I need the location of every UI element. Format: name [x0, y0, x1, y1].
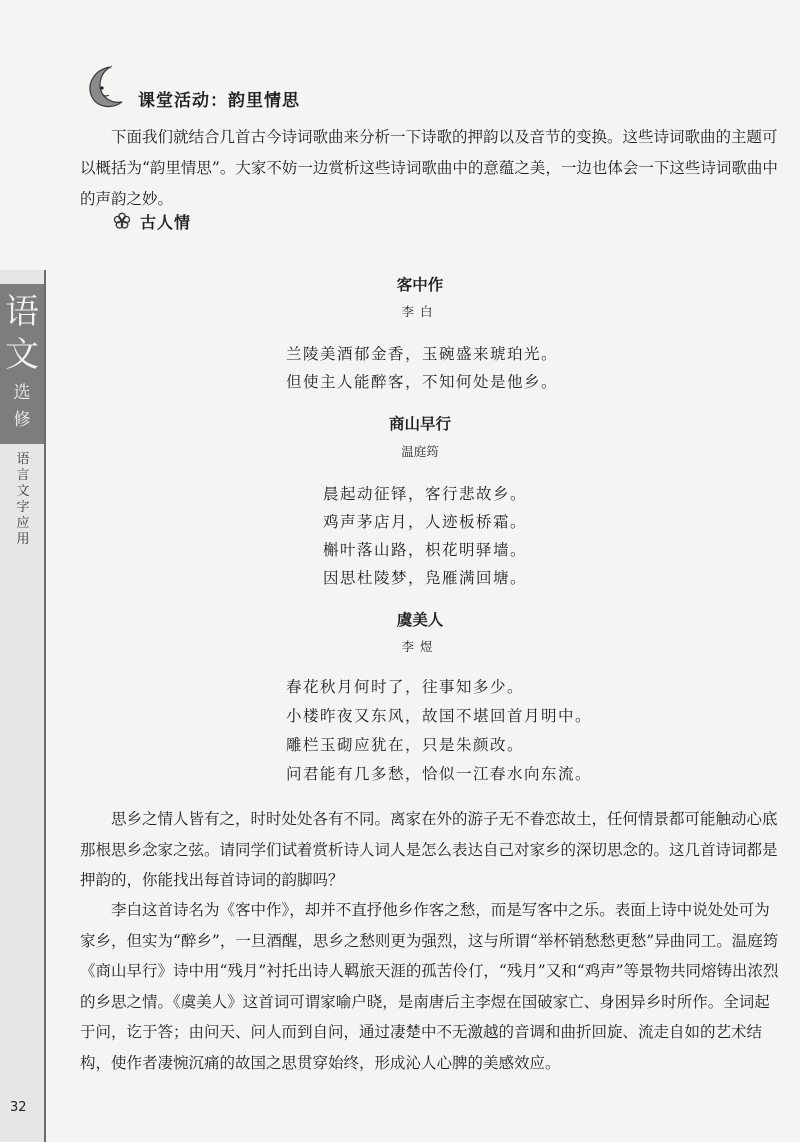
body-paragraph: 思乡之情人皆有之，时时处处各有不同。离家在外的游子无不眷恋故土，任何情景都可能触动心底那根思乡念家之弦。请同学们试着赏析诗人词人是怎么表达自己对家乡的深切思念的。这几首诗词都是押韵的，你能找出每首诗词的韵脚吗？	[80, 810, 778, 889]
sub-heading: 古人情	[140, 213, 192, 232]
poem-title: 虞美人	[396, 611, 444, 629]
poem-line: 因思杜陵梦，凫雁满回塘。	[323, 569, 528, 587]
poem-title: 客中作	[396, 276, 444, 294]
poem-line: 问君能有几多愁，恰似一江春水向东流。	[286, 765, 593, 783]
poem-title: 商山早行	[388, 415, 451, 433]
poem-line: 槲叶落山路，枳花明驿墙。	[323, 541, 528, 559]
poem-line: 雕栏玉砌应犹在，只是朱颜改。	[286, 736, 525, 754]
side-tab-char-xuan: 选	[13, 383, 31, 403]
side-vertical-subtitle: 语言文字应用	[16, 452, 30, 547]
page-number: 32	[10, 1100, 27, 1115]
flower-icon	[113, 212, 131, 230]
poem-line: 春花秋月何时了，往事知多少。	[286, 678, 525, 696]
poem-line: 兰陵美酒郁金香，玉碗盛来琥珀光。	[286, 345, 559, 363]
side-tab-char-yu: 语	[5, 292, 39, 332]
poem-line: 鸡声茅店月，人迹板桥霜。	[323, 513, 528, 531]
intro-paragraph: 下面我们就结合几首古今诗词歌曲来分析一下诗歌的押韵以及音节的变换。这些诗词歌曲的主题可以概括为“韵里情思”。大家不妨一边赏析这些诗词歌曲中的意蕴之美，一边也体会一下这些诗词歌曲中的声韵之妙。	[80, 128, 778, 208]
poem-line: 小楼昨夜又东风，故国不堪回首月明中。	[286, 707, 593, 725]
poem-author: 李煜	[401, 639, 439, 654]
side-margin-line	[44, 270, 46, 1142]
body-paragraph: 李白这首诗名为《客中作》，却并不直抒他乡作客之愁，而是写客中之乐。表面上诗中说处处可为家乡，但实为“醉乡”，一旦酒醒，思乡之愁则更为强烈，这与所谓“举杯销愁愁更愁”异曲同工。温庭筠《商山早行》诗中用“残月”衬托出诗人羁旅天涯的孤苦伶仃，“残月”又和“鸡声”等景物共同熔铸出浓烈的乡思之情。《虞美人》这首词可谓家喻户晓，是南唐后主李煜在国破家亡、身困异乡时所作。全词起于问，讫于答；由问天、问人而到自问，通过凄楚中不无激越的音调和曲折回旋、流走自如的艺术结构，使作者凄惋沉痛的故国之思贯穿始终，形成沁人心脾的美感效应。	[80, 901, 779, 1072]
section-title: 课堂活动：韵里情思	[138, 91, 300, 111]
poem-line: 但使主人能醉客，不知何处是他乡。	[286, 373, 559, 391]
poem-author: 李白	[401, 304, 439, 319]
side-tab-char-wen: 文	[5, 335, 39, 375]
poem-line: 晨起动征铎，客行悲故乡。	[323, 485, 528, 503]
poem-author: 温庭筠	[401, 444, 439, 459]
side-tab-char-xiu: 修	[13, 410, 31, 430]
crescent-moon-icon	[80, 64, 126, 110]
